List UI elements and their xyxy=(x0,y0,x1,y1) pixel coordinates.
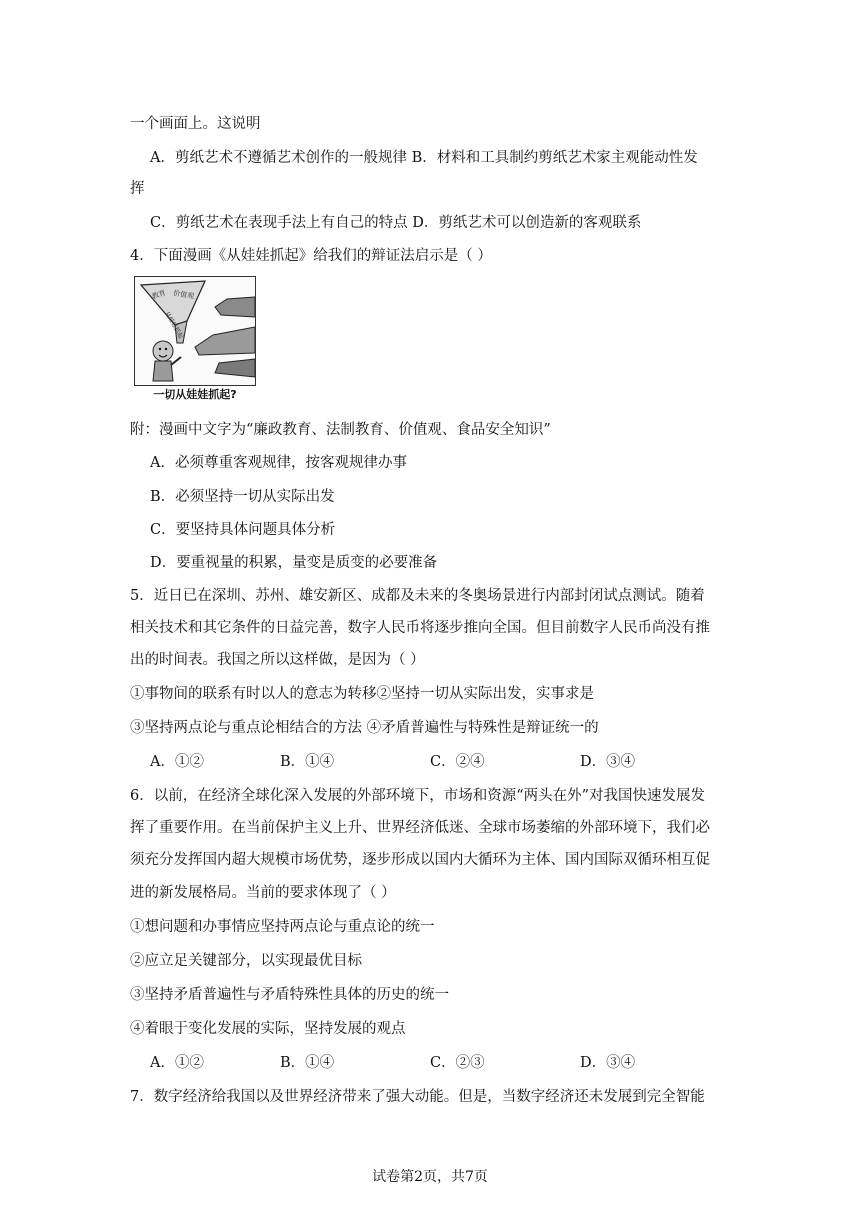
q3-options-ab-wrap: 挥 xyxy=(130,181,145,197)
q4-note: 附：漫画中文字为“廉政教育、法制教育、价值观、食品安全知识” xyxy=(130,422,551,438)
q4-option-c: C．要坚持具体问题具体分析 xyxy=(150,522,336,538)
q3-options-ab: A．剪纸艺术不遵循艺术创作的一般规律 B．材料和工具制约剪纸艺术家主观能动性发 xyxy=(150,150,698,166)
cartoon-illustration xyxy=(135,277,255,385)
q6-option-c: C．②③ xyxy=(430,1055,485,1071)
q4-option-d: D．要重视量的积累，量变是质变的必要准备 xyxy=(150,555,438,571)
q6-statement-2: ②应立足关键部分，以实现最优目标 xyxy=(130,953,362,969)
q6-statement-1: ①想问题和办事情应坚持两点论与重点论的统一 xyxy=(130,919,435,935)
cartoon-caption: 一切从娃娃抓起? xyxy=(153,388,237,401)
q6-option-a: A．①② xyxy=(150,1055,204,1071)
q6-statement-3: ③坚持矛盾普遍性与矛盾特殊性具体的历史的统一 xyxy=(130,987,449,1003)
cartoon-funnel-label: 从娃娃抓起 xyxy=(163,310,185,340)
q5-option-d: D．③④ xyxy=(580,754,636,770)
q6-statement-4: ④着眼于变化发展的实际，坚持发展的观点 xyxy=(130,1021,406,1037)
q4-option-a: A．必须尊重客观规律，按客观规律办事 xyxy=(150,455,407,471)
q5-option-b: B．①④ xyxy=(280,754,335,770)
q3-options-cd: C．剪纸艺术在表现手法上有自己的特点 D．剪纸艺术可以创造新的客观联系 xyxy=(150,215,642,231)
q6-stem-line-2: 挥了重要作用。在当前保护主义上升、世界经济低迷、全球市场萎缩的外部环境下，我们必 xyxy=(130,820,710,836)
q5-stem-line-1: 5．近日已在深圳、苏州、雄安新区、成都及未来的冬奥场景进行内部封闭试点测试。随着 xyxy=(130,588,705,604)
page-footer: 试卷第2页，共7页 xyxy=(372,1169,488,1185)
q5-statement-2: ③坚持两点论与重点论相结合的方法 ④矛盾普遍性与特殊性是辩证统一的 xyxy=(130,720,599,736)
q6-option-b: B．①④ xyxy=(280,1055,335,1071)
svg-text:价值观: 价值观 xyxy=(172,289,195,301)
q6-stem-line-3: 须充分发挥国内超大规模市场优势，逐步形成以国内大循环为主体、国内国际双循环相互促 xyxy=(130,852,710,868)
q5-statement-1: ①事物间的联系有时以人的意志为转移②坚持一切从实际出发，实事求是 xyxy=(130,686,594,702)
q4-cartoon xyxy=(134,276,256,401)
q3-stem-continuation: 一个画面上。这说明 xyxy=(130,116,261,132)
q4-stem: 4．下面漫画《从娃娃抓起》给我们的辩证法启示是（ ） xyxy=(130,248,492,264)
cartoon-frame xyxy=(134,276,256,386)
q5-stem-line-3: 出的时间表。我国之所以这样做，是因为（ ） xyxy=(130,652,425,668)
q5-option-c: C．②④ xyxy=(430,754,485,770)
q4-option-b: B．必须坚持一切从实际出发 xyxy=(150,489,335,505)
svg-text:教育: 教育 xyxy=(150,288,167,301)
q6-stem-line-1: 6．以前，在经济全球化深入发展的外部环境下，市场和资源“两头在外”对我国快速发展发 xyxy=(130,788,706,804)
q5-stem-line-2: 相关技术和其它条件的日益完善，数字人民币将逐步推向全国。但目前数字人民币尚没有推 xyxy=(130,620,710,636)
q5-option-a: A．①② xyxy=(150,754,204,770)
q6-option-d: D．③④ xyxy=(580,1055,636,1071)
q6-stem-line-4: 进的新发展格局。当前的要求体现了（ ） xyxy=(130,885,396,901)
q7-stem-line-1: 7．数字经济给我国以及世界经济带来了强大动能。但是，当数字经济还未发展到完全智能 xyxy=(130,1089,705,1105)
